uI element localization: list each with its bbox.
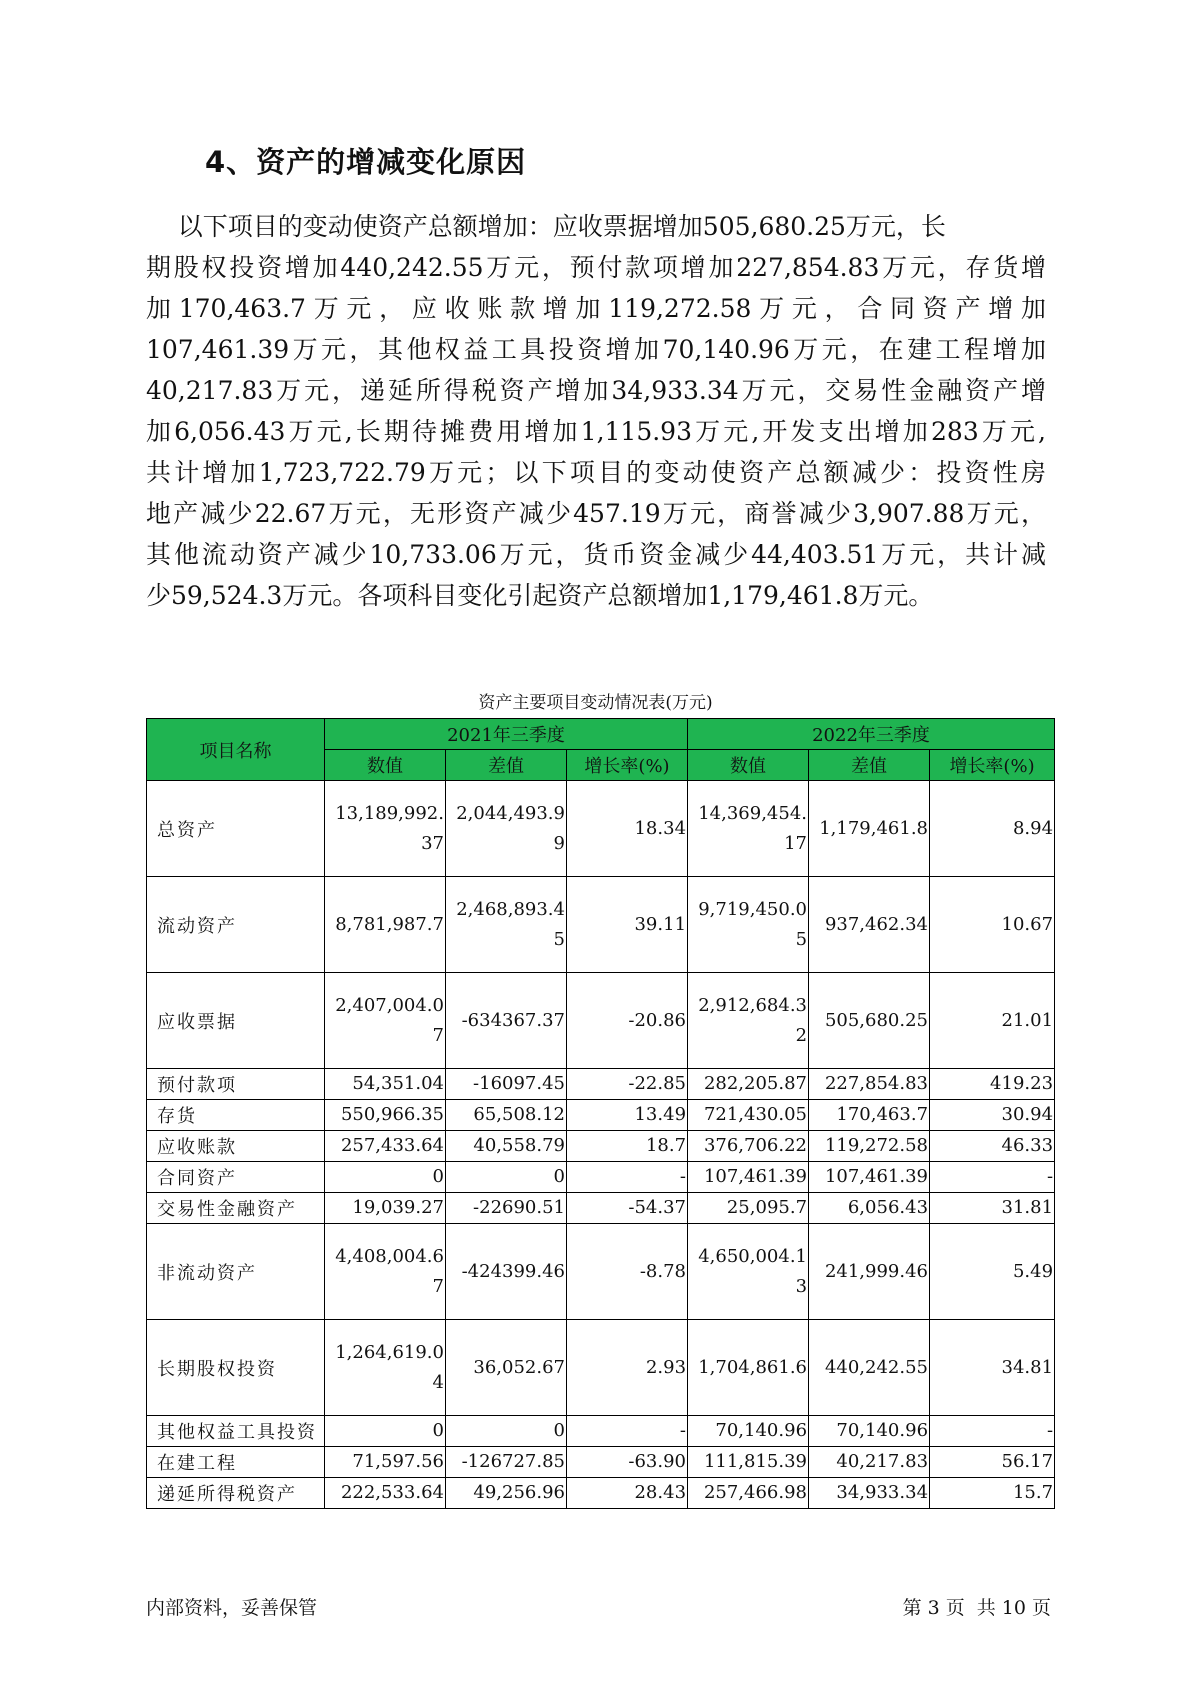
- subheader-diff: 差值: [446, 750, 567, 781]
- row-item-name: 总资产: [147, 781, 325, 877]
- table-row: [147, 1320, 1055, 1416]
- row-item-name: 合同资产: [147, 1162, 325, 1193]
- row-cell: 2,912,684.32: [688, 973, 809, 1069]
- row-cell: 257,433.64: [325, 1131, 446, 1162]
- table-row: [147, 1478, 1055, 1509]
- paragraph-line: 以下项目的变动使资产总额增加：应收票据增加505,680.25万元，长: [146, 212, 946, 241]
- paragraph-line: 加170,463.7万元，应收账款增加119,272.58万元，合同资产增加: [146, 294, 1046, 323]
- row-cell: 241,999.46: [809, 1224, 930, 1320]
- page-number: 3: [927, 1597, 940, 1619]
- row-cell: 56.17: [930, 1447, 1055, 1478]
- row-cell: -634367.37: [446, 973, 567, 1069]
- row-cell: 440,242.55: [809, 1320, 930, 1416]
- row-cell: 4,408,004.67: [325, 1224, 446, 1320]
- row-cell: 119,272.58: [809, 1131, 930, 1162]
- row-cell: 1,704,861.6: [688, 1320, 809, 1416]
- row-cell: 170,463.7: [809, 1100, 930, 1131]
- footer-confidential-note: 内部资料，妥善保管: [146, 1597, 318, 1619]
- row-cell: 13.49: [567, 1100, 688, 1131]
- subheader-value: 数值: [325, 750, 446, 781]
- row-item-name: 应收票据: [147, 973, 325, 1069]
- row-cell: -63.90: [567, 1447, 688, 1478]
- footer-page-info: [900, 1593, 1054, 1620]
- table-row: [147, 1100, 1055, 1131]
- body-paragraph: [146, 206, 1046, 616]
- row-cell: 2,468,893.45: [446, 877, 567, 973]
- row-cell: 65,508.12: [446, 1100, 567, 1131]
- row-cell: 419.23: [930, 1069, 1055, 1100]
- row-cell: 30.94: [930, 1100, 1055, 1131]
- row-cell: 34,933.34: [809, 1478, 930, 1509]
- row-cell: 2,044,493.99: [446, 781, 567, 877]
- row-item-name: 递延所得税资产: [147, 1478, 325, 1509]
- table-body: [147, 781, 1055, 1509]
- row-cell: 34.81: [930, 1320, 1055, 1416]
- row-item-name: 长期股权投资: [147, 1320, 325, 1416]
- row-cell: 15.7: [930, 1478, 1055, 1509]
- row-cell: -: [567, 1162, 688, 1193]
- row-cell: 1,264,619.04: [325, 1320, 446, 1416]
- table-row: [147, 1069, 1055, 1100]
- row-cell: 25,095.7: [688, 1193, 809, 1224]
- row-cell: 31.81: [930, 1193, 1055, 1224]
- header-period-2021: 2021年三季度: [325, 719, 688, 750]
- row-item-name: 应收账款: [147, 1131, 325, 1162]
- row-cell: 1,179,461.8: [809, 781, 930, 877]
- row-cell: 9,719,450.05: [688, 877, 809, 973]
- row-cell: 13,189,992.37: [325, 781, 446, 877]
- row-cell: 0: [325, 1162, 446, 1193]
- table-row: [147, 1193, 1055, 1224]
- row-cell: 0: [325, 1416, 446, 1447]
- table-caption: 资产主要项目变动情况表(万元): [478, 693, 713, 713]
- row-cell: -: [567, 1416, 688, 1447]
- subheader-diff: 差值: [809, 750, 930, 781]
- row-cell: -22690.51: [446, 1193, 567, 1224]
- row-cell: 2.93: [567, 1320, 688, 1416]
- paragraph-line: 40,217.83万元，递延所得税资产增加34,933.34万元，交易性金融资产增: [146, 376, 1046, 405]
- row-cell: 257,466.98: [688, 1478, 809, 1509]
- row-cell: 107,461.39: [688, 1162, 809, 1193]
- table-row: [147, 877, 1055, 973]
- row-cell: 227,854.83: [809, 1069, 930, 1100]
- row-cell: -126727.85: [446, 1447, 567, 1478]
- row-cell: -22.85: [567, 1069, 688, 1100]
- paragraph-line: 少59,524.3万元。各项科目变化引起资产总额增加1,179,461.8万元。: [146, 581, 934, 610]
- row-cell: 70,140.96: [688, 1416, 809, 1447]
- row-cell: 2,407,004.07: [325, 973, 446, 1069]
- table-row: [147, 1416, 1055, 1447]
- paragraph-line: 共计增加1,723,722.79万元；以下项目的变动使资产总额减少：投资性房: [146, 458, 1046, 487]
- row-cell: 36,052.67: [446, 1320, 567, 1416]
- table-row: [147, 1131, 1055, 1162]
- total-pages: 10: [1001, 1597, 1026, 1619]
- row-item-name: 存货: [147, 1100, 325, 1131]
- row-cell: 111,815.39: [688, 1447, 809, 1478]
- total-prefix: 共: [976, 1597, 996, 1619]
- table-row: [147, 1224, 1055, 1320]
- paragraph-line: 其他流动资产减少10,733.06万元，货币资金减少44,403.51万元，共计减: [146, 540, 1046, 569]
- row-cell: 49,256.96: [446, 1478, 567, 1509]
- row-cell: -: [930, 1416, 1055, 1447]
- total-unit: 页: [1031, 1597, 1051, 1619]
- row-cell: 5.49: [930, 1224, 1055, 1320]
- table-row: [147, 1162, 1055, 1193]
- row-cell: 70,140.96: [809, 1416, 930, 1447]
- row-cell: 6,056.43: [809, 1193, 930, 1224]
- row-cell: 376,706.22: [688, 1131, 809, 1162]
- row-cell: -8.78: [567, 1224, 688, 1320]
- row-cell: 71,597.56: [325, 1447, 446, 1478]
- header-period-2022: 2022年三季度: [688, 719, 1055, 750]
- row-item-name: 交易性金融资产: [147, 1193, 325, 1224]
- table-row: [147, 1447, 1055, 1478]
- row-cell: 19,039.27: [325, 1193, 446, 1224]
- row-cell: 10.67: [930, 877, 1055, 973]
- row-item-name: 其他权益工具投资: [147, 1416, 325, 1447]
- row-cell: -16097.45: [446, 1069, 567, 1100]
- row-item-name: 在建工程: [147, 1447, 325, 1478]
- subheader-growth: 增长率(%): [930, 750, 1055, 781]
- row-item-name: 预付款项: [147, 1069, 325, 1100]
- row-cell: 18.34: [567, 781, 688, 877]
- page-prefix: 第: [902, 1597, 922, 1619]
- row-cell: 54,351.04: [325, 1069, 446, 1100]
- table-row: [147, 781, 1055, 877]
- subheader-value: 数值: [688, 750, 809, 781]
- section-heading: 4、资产的增减变化原因: [205, 145, 527, 179]
- row-cell: 4,650,004.13: [688, 1224, 809, 1320]
- row-cell: 40,217.83: [809, 1447, 930, 1478]
- row-cell: 282,205.87: [688, 1069, 809, 1100]
- row-cell: -54.37: [567, 1193, 688, 1224]
- row-cell: -: [930, 1162, 1055, 1193]
- row-cell: 107,461.39: [809, 1162, 930, 1193]
- row-item-name: 流动资产: [147, 877, 325, 973]
- row-cell: 28.43: [567, 1478, 688, 1509]
- row-cell: 8,781,987.7: [325, 877, 446, 973]
- row-cell: 0: [446, 1416, 567, 1447]
- table-row: [147, 973, 1055, 1069]
- row-cell: -424399.46: [446, 1224, 567, 1320]
- row-cell: 222,533.64: [325, 1478, 446, 1509]
- asset-change-table: [146, 718, 1055, 1509]
- row-cell: 39.11: [567, 877, 688, 973]
- row-cell: 550,966.35: [325, 1100, 446, 1131]
- paragraph-line: 期股权投资增加440,242.55万元，预付款项增加227,854.83万元，存货增: [146, 253, 1046, 282]
- row-cell: 18.7: [567, 1131, 688, 1162]
- row-cell: 40,558.79: [446, 1131, 567, 1162]
- row-cell: 46.33: [930, 1131, 1055, 1162]
- row-item-name: 非流动资产: [147, 1224, 325, 1320]
- row-cell: 14,369,454.17: [688, 781, 809, 877]
- paragraph-line: 加6,056.43万元,长期待摊费用增加1,115.93万元,开发支出增加283万元,: [146, 417, 1046, 446]
- row-cell: 8.94: [930, 781, 1055, 877]
- page-unit: 页: [945, 1597, 965, 1619]
- row-cell: -20.86: [567, 973, 688, 1069]
- subheader-growth: 增长率(%): [567, 750, 688, 781]
- row-cell: 721,430.05: [688, 1100, 809, 1131]
- row-cell: 0: [446, 1162, 567, 1193]
- row-cell: 21.01: [930, 973, 1055, 1069]
- paragraph-line: 107,461.39万元，其他权益工具投资增加70,140.96万元，在建工程增加: [146, 335, 1046, 364]
- header-item-name: 项目名称: [147, 719, 325, 781]
- row-cell: 937,462.34: [809, 877, 930, 973]
- paragraph-line: 地产减少22.67万元，无形资产减少457.19万元，商誉减少3,907.88万元，: [146, 499, 1046, 528]
- row-cell: 505,680.25: [809, 973, 930, 1069]
